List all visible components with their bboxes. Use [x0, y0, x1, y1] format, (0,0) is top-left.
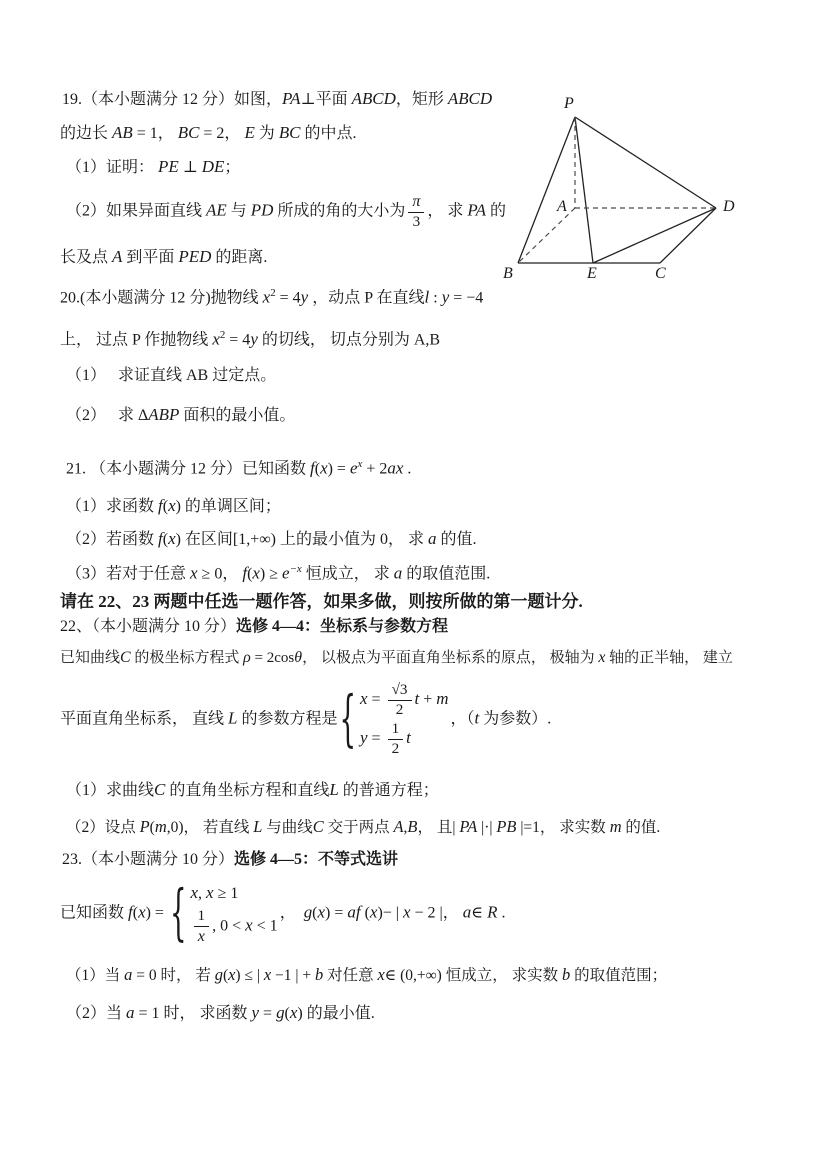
- text-segment: x: [252, 563, 260, 583]
- text-segment: 的中点.: [300, 125, 357, 142]
- text-segment: x: [357, 458, 363, 470]
- text-segment: a: [126, 1003, 135, 1022]
- text-segment: PED: [178, 247, 212, 266]
- vertex-label-E: E: [587, 265, 597, 282]
- text-segment: 的取值范围；: [570, 967, 668, 984]
- q20-line-1: [60, 286, 483, 309]
- text-segment: |=1， 求实数: [516, 819, 610, 836]
- text-segment: ) 在区间[1,+∞) 上的最小值为 0， 求: [175, 531, 429, 548]
- text-segment: ，矩形: [395, 91, 448, 108]
- text-segment: （2） 求 Δ: [66, 407, 149, 424]
- text-segment: R: [487, 902, 498, 922]
- cases-row: [360, 682, 448, 718]
- text-segment: t: [474, 708, 480, 728]
- text-segment: ) =: [145, 904, 168, 922]
- text-segment: 的边长: [60, 125, 113, 142]
- text-segment: 2: [391, 740, 400, 758]
- text-segment: 的切线， 切点分别为 A,B: [257, 331, 441, 349]
- vertex-label-A: A: [557, 198, 567, 215]
- edge-AB-hidden: [518, 208, 575, 263]
- text-segment: BC: [278, 123, 301, 142]
- text-segment: 与曲线: [262, 819, 313, 836]
- text-segment: (: [149, 819, 155, 836]
- choose-one-instruction: [60, 591, 583, 613]
- text-segment: 的: [485, 202, 506, 220]
- text-segment: x: [138, 902, 146, 922]
- text-segment: (: [132, 904, 139, 922]
- text-segment: （1）当: [66, 967, 125, 984]
- text-segment: P: [139, 817, 150, 836]
- q23-title: [62, 850, 398, 871]
- text-segment: 轴的正半轴， 建立: [605, 650, 733, 666]
- text-segment: （1） 求证直线 AB 过定点。: [66, 367, 277, 384]
- text-segment: ⊥平面: [300, 91, 352, 108]
- text-segment: 3: [412, 212, 421, 230]
- text-segment: ABCD: [447, 89, 493, 108]
- text-segment: l: [424, 287, 430, 307]
- text-segment: a: [428, 529, 437, 548]
- text-segment: AE: [206, 200, 227, 220]
- q20-line-2: [60, 328, 440, 351]
- text-segment: y: [250, 329, 258, 349]
- text-segment: ；: [224, 159, 241, 176]
- text-segment: （2）若函数: [66, 531, 159, 548]
- pyramid-figure-svg: [480, 88, 780, 288]
- text-segment: e: [282, 563, 290, 583]
- text-segment: 的距离.: [211, 249, 268, 266]
- left-brace: {: [169, 878, 187, 949]
- text-segment: =: [259, 1005, 277, 1022]
- text-segment: x: [212, 329, 220, 349]
- vertex-label-B: B: [503, 265, 513, 282]
- q20-item-1: [66, 366, 276, 387]
- text-segment: x: [289, 1003, 298, 1022]
- text-segment: x: [168, 529, 176, 548]
- q19-item-1: [66, 156, 240, 179]
- text-segment: x: [206, 883, 214, 902]
- q22-parametric-line: [60, 682, 551, 758]
- q21-item-3: [66, 562, 490, 585]
- cases-group: [169, 878, 278, 949]
- text-segment: .: [497, 904, 506, 922]
- fraction: [194, 908, 210, 945]
- text-segment: y: [360, 728, 368, 748]
- text-segment: 的普通方程；: [338, 782, 439, 799]
- text-segment: （1）求曲线: [66, 782, 155, 799]
- text-segment: (: [222, 967, 229, 984]
- text-segment: g: [276, 1003, 285, 1022]
- text-segment: y: [300, 287, 309, 307]
- text-segment: =: [367, 690, 385, 708]
- q20-item-2: [66, 404, 295, 427]
- text-segment: =: [367, 730, 385, 748]
- q21-item-1: [66, 495, 281, 518]
- text-segment: f: [310, 458, 315, 478]
- q19-line-1: [62, 88, 492, 111]
- pyramid-figure: [480, 88, 780, 288]
- text-segment: ) =: [327, 460, 350, 478]
- text-segment: 平面直角坐标系， 直线: [60, 710, 229, 728]
- text-segment: PD: [250, 200, 274, 220]
- text-segment: ∈: [471, 904, 488, 922]
- text-segment: ,: [403, 819, 408, 836]
- left-brace: {: [339, 684, 356, 756]
- text-segment: b: [561, 965, 571, 984]
- text-segment: f: [242, 563, 248, 583]
- text-segment: f: [158, 529, 163, 548]
- text-segment: ，动点 P 在直线: [308, 289, 425, 307]
- text-segment: BC: [177, 123, 200, 142]
- text-segment: = 2cos: [250, 650, 295, 666]
- text-segment: (: [284, 1005, 290, 1022]
- text-segment: ax: [387, 458, 404, 478]
- text-segment: m: [609, 817, 622, 836]
- text-segment: π: [408, 193, 424, 213]
- text-segment: PA: [467, 200, 486, 220]
- text-segment: (: [314, 460, 321, 478]
- text-segment: (: [312, 904, 318, 922]
- text-segment: −1 | +: [271, 967, 315, 984]
- text-segment: y: [251, 1003, 260, 1022]
- edge-PE: [575, 117, 593, 263]
- text-segment: A: [112, 247, 123, 266]
- text-segment: af: [347, 902, 361, 922]
- text-segment: 已知曲线: [60, 650, 121, 666]
- q21-line-1: [66, 457, 411, 480]
- text-segment: ABP: [148, 405, 180, 424]
- text-segment: L: [329, 780, 339, 799]
- text-segment: g: [303, 902, 313, 922]
- fraction: [408, 193, 424, 230]
- text-segment: ,: [198, 885, 207, 902]
- text-segment: 2: [395, 700, 404, 718]
- text-segment: 2: [270, 287, 276, 299]
- text-segment: A: [393, 817, 404, 836]
- text-segment: x: [377, 965, 385, 984]
- text-segment: (: [162, 498, 169, 515]
- text-segment: 已知函数: [60, 904, 129, 922]
- text-segment: b: [314, 965, 324, 984]
- text-segment: B: [407, 817, 418, 836]
- text-segment: ，（: [450, 710, 475, 728]
- text-segment: a: [124, 965, 133, 984]
- text-segment: 交于两点: [323, 819, 394, 836]
- text-segment: 请在 22、23 两题中任选一题作答，如果多做，则按所做的第一题计分.: [60, 592, 583, 611]
- text-segment: 22、（本小题满分 10 分）: [60, 618, 237, 635]
- text-segment: = 2，: [199, 125, 245, 142]
- text-segment: L: [253, 817, 263, 836]
- text-segment: )− |: [377, 904, 403, 922]
- text-segment: DE: [201, 157, 225, 176]
- text-segment: = −4: [449, 289, 484, 307]
- text-segment: ，: [279, 904, 304, 922]
- text-segment: x: [168, 496, 176, 515]
- text-segment: C: [120, 649, 131, 666]
- text-segment: （2）如果异面直线: [66, 202, 207, 220]
- text-segment: ) =: [325, 904, 348, 922]
- text-segment: ) ≤ |: [235, 967, 264, 984]
- text-segment: PA: [282, 89, 301, 108]
- text-segment: x: [263, 965, 272, 984]
- cases-row: [360, 721, 411, 757]
- text-segment: 为参数）.: [479, 710, 552, 728]
- text-segment: = 4: [225, 331, 251, 349]
- q22-title: [60, 617, 448, 638]
- text-segment: 长及点: [60, 249, 113, 266]
- text-segment: y: [441, 287, 450, 307]
- edge-PB: [518, 117, 575, 263]
- text-segment: 与: [226, 202, 251, 220]
- text-segment: 21. （本小题满分 12 分）已知函数: [66, 460, 311, 478]
- text-segment: −x: [289, 563, 302, 575]
- vertex-label-P: P: [564, 95, 574, 112]
- text-segment: f: [158, 496, 163, 515]
- text-segment: x: [190, 563, 198, 583]
- q23-item-1: [66, 964, 667, 986]
- text-segment: 2: [219, 329, 226, 341]
- text-segment: x: [369, 902, 378, 922]
- text-segment: ) ≥: [259, 565, 283, 583]
- text-segment: 为: [254, 125, 279, 142]
- cases-rows: [360, 682, 448, 758]
- text-segment: ， 求: [427, 202, 468, 220]
- q19-line-2: [60, 122, 356, 145]
- text-segment: θ: [294, 649, 303, 666]
- text-segment: ≥ 1: [213, 885, 239, 902]
- text-segment: 的取值范围.: [402, 565, 491, 583]
- fraction: [388, 682, 412, 718]
- text-segment: x: [228, 965, 236, 984]
- text-segment: 的极坐标方程式: [130, 650, 244, 666]
- text-segment: E: [244, 123, 255, 142]
- text-segment: m: [436, 688, 449, 708]
- text-segment: x: [245, 915, 253, 935]
- text-segment: .: [403, 460, 412, 478]
- text-segment: PB: [496, 817, 517, 836]
- text-segment: 23.（本小题满分 10 分）: [62, 851, 235, 868]
- text-segment: 1: [194, 908, 210, 927]
- text-segment: L: [228, 708, 238, 728]
- q19-line-5: [60, 246, 267, 269]
- text-segment: （2）当: [66, 1005, 127, 1022]
- fraction: [388, 721, 404, 757]
- q19-item-2: [66, 193, 506, 230]
- edge-CD: [660, 208, 716, 263]
- text-segment: < 1: [252, 917, 278, 935]
- text-segment: = 0 时， 若: [132, 967, 215, 984]
- text-segment: :: [429, 289, 442, 307]
- q21-item-2: [66, 528, 477, 551]
- text-segment: （1）证明：: [66, 159, 159, 176]
- text-segment: x: [190, 883, 199, 902]
- text-segment: f: [128, 902, 133, 922]
- text-segment: 20.(本小题满分 12 分)抛物线: [60, 289, 263, 307]
- text-segment: +: [419, 690, 437, 708]
- text-segment: = 4: [275, 289, 301, 307]
- text-segment: x: [320, 458, 328, 478]
- text-segment: t: [414, 688, 420, 708]
- text-segment: ， 以极点为平面直角坐标系的原点， 极轴为: [302, 650, 599, 666]
- text-segment: （1）求函数: [66, 498, 159, 515]
- text-segment: ∈ (0,+∞) 恒成立， 求实数: [384, 967, 562, 984]
- text-segment: 恒成立， 求: [301, 565, 394, 583]
- cases-rows: [191, 882, 278, 945]
- edge-ED: [593, 208, 716, 263]
- text-segment: x: [598, 649, 606, 666]
- vertex-label-C: C: [655, 265, 666, 282]
- text-segment: 的参数方程是: [237, 710, 338, 728]
- text-segment: (: [162, 531, 169, 548]
- text-segment: ρ: [243, 649, 251, 666]
- text-segment: (: [360, 904, 370, 922]
- text-segment: x: [360, 688, 368, 708]
- text-segment: (: [247, 565, 253, 583]
- cases-row: [191, 882, 239, 905]
- cases-row: [191, 908, 278, 945]
- text-segment: C: [154, 780, 166, 799]
- text-segment: = 1，: [132, 125, 178, 142]
- text-segment: g: [214, 965, 223, 984]
- text-segment: 的直角坐标方程和直线: [165, 782, 330, 799]
- text-segment: 选修 4—5：不等式选讲: [234, 851, 399, 868]
- text-segment: √3: [388, 682, 412, 701]
- text-segment: a: [393, 563, 403, 583]
- text-segment: 到平面: [122, 249, 179, 266]
- text-segment: t: [406, 728, 411, 748]
- text-segment: 选修 4—4：坐标系与参数方程: [236, 618, 449, 635]
- text-segment: a: [462, 902, 472, 922]
- text-segment: 的值.: [621, 819, 661, 836]
- text-segment: C: [312, 817, 324, 836]
- text-segment: e: [349, 458, 358, 478]
- text-segment: , 0 <: [212, 917, 246, 935]
- text-segment: ⊥: [178, 159, 202, 176]
- text-segment: （2）设点: [66, 819, 140, 836]
- text-segment: PE: [158, 157, 179, 176]
- q23-item-2: [66, 1002, 375, 1025]
- text-segment: = 1 时， 求函数: [134, 1005, 252, 1022]
- text-segment: x: [403, 902, 411, 922]
- q22-item-2: [66, 816, 660, 838]
- text-segment: 所成的角的大小为: [273, 202, 406, 220]
- text-segment: 19.（本小题满分 12 分）如图，: [62, 91, 283, 108]
- text-segment: ) 的最小值.: [297, 1005, 375, 1022]
- text-segment: ≥ 0，: [197, 565, 243, 583]
- text-segment: |·|: [477, 819, 497, 836]
- text-segment: AB: [112, 123, 133, 142]
- text-segment: ) 的单调区间；: [175, 498, 281, 515]
- text-segment: ,0)， 若直线: [166, 819, 254, 836]
- text-segment: 1: [388, 721, 404, 740]
- text-segment: 对任意: [323, 967, 378, 984]
- q22-line-1: [60, 648, 733, 669]
- text-segment: − 2 |，: [410, 904, 463, 922]
- q23-piecewise-line: [60, 878, 506, 949]
- text-segment: 上， 过点 P 作抛物线: [60, 331, 213, 349]
- text-segment: x: [262, 287, 271, 307]
- text-segment: x: [317, 902, 326, 922]
- text-segment: ， 且|: [417, 819, 460, 836]
- text-segment: x: [197, 927, 205, 945]
- text-segment: PA: [459, 817, 478, 836]
- text-segment: 的值.: [436, 531, 477, 548]
- text-segment: + 2: [362, 460, 388, 478]
- vertex-label-D: D: [723, 198, 735, 215]
- text-segment: m: [154, 817, 167, 836]
- text-segment: （3）若对于任意: [66, 565, 191, 583]
- edge-PD: [575, 117, 716, 208]
- text-segment: 面积的最小值。: [179, 407, 296, 424]
- q22-item-1: [66, 779, 439, 802]
- text-segment: ABCD: [351, 89, 396, 108]
- cases-group: [339, 682, 448, 758]
